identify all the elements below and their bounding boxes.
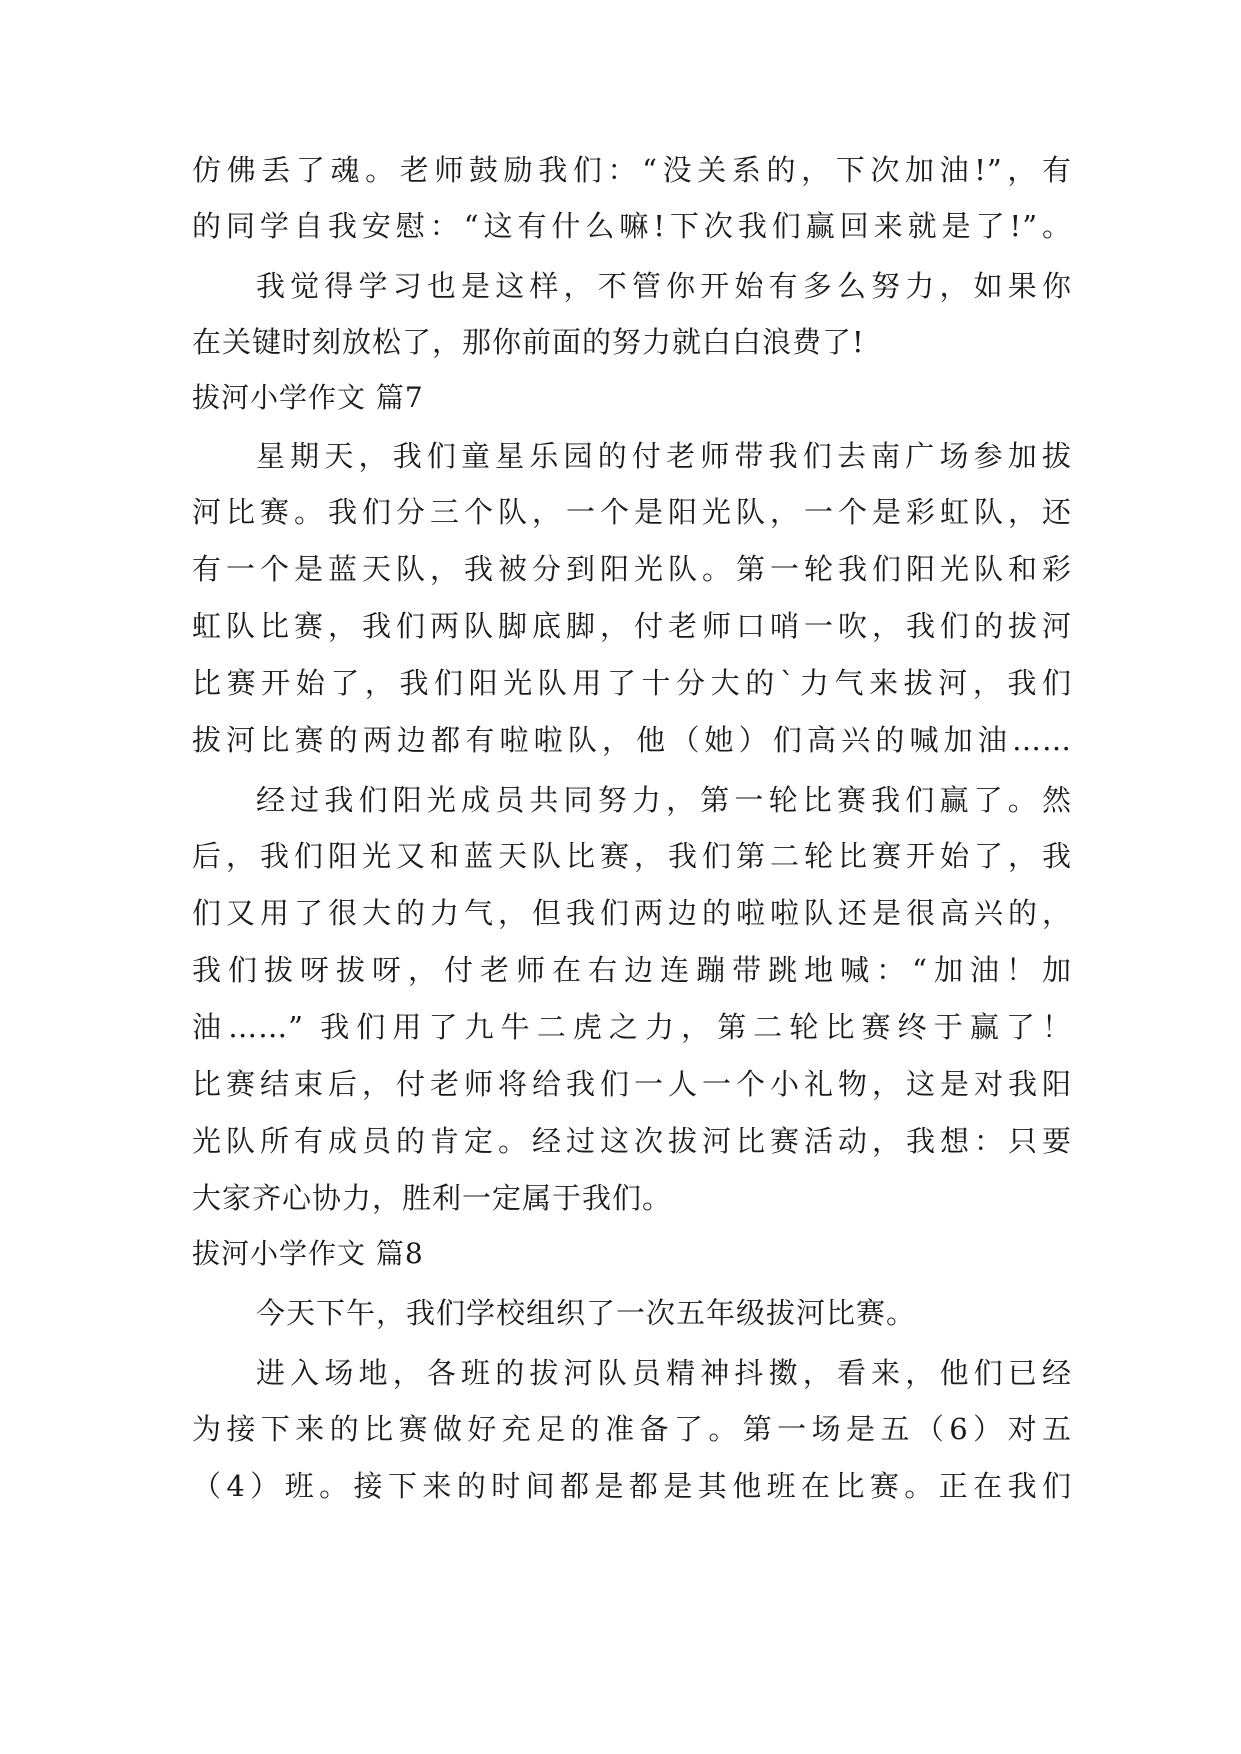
text-line: 在关键时刻放松了，那你前面的努力就白白浪费了! xyxy=(192,325,865,359)
text-line: 河比赛。我们分三个队，一个是阳光队，一个是彩虹队，还 xyxy=(192,495,1072,529)
text-line: 拔河比赛的两边都有啦啦队，他（她）们高兴的喊加油…… xyxy=(192,723,1072,757)
section-heading: 拔河小学作文 篇7 xyxy=(192,381,424,414)
text-line: 我们拔呀拔呀，付老师在右边连蹦带跳地喊：“加油！加 xyxy=(192,953,1072,987)
text-line: （4）班。接下来的时间都是都是其他班在比赛。正在我们 xyxy=(192,1469,1072,1503)
text-line: 仿佛丢了魂。老师鼓励我们：“没关系的，下次加油!”，有 xyxy=(192,153,1072,187)
text-line: 虹队比赛，我们两队脚底脚，付老师口哨一吹，我们的拔河 xyxy=(192,609,1072,643)
text-line: 的同学自我安慰：“这有什么嘛!下次我们赢回来就是了!”。 xyxy=(192,209,1072,243)
text-line: 为接下来的比赛做好充足的准备了。第一场是五（6）对五 xyxy=(192,1412,1072,1446)
text-line: 后，我们阳光又和蓝天队比赛，我们第二轮比赛开始了，我 xyxy=(192,839,1072,873)
text-line: 比赛结束后，付老师将给我们一人一个小礼物，这是对我阳 xyxy=(192,1067,1072,1101)
section-heading: 拔河小学作文 篇8 xyxy=(192,1237,424,1270)
text-line: 油……” 我们用了九牛二虎之力，第二轮比赛终于赢了！ xyxy=(192,1010,1072,1044)
text-line: 星期天，我们童星乐园的付老师带我们去南广场参加拔 xyxy=(256,439,1072,473)
text-line: 进入场地，各班的拔河队员精神抖擞，看来，他们已经 xyxy=(256,1356,1072,1390)
text-line: 经过我们阳光成员共同努力，第一轮比赛我们赢了。然 xyxy=(256,783,1072,817)
text-line: 光队所有成员的肯定。经过这次拔河比赛活动，我想：只要 xyxy=(192,1124,1072,1158)
text-line: 我觉得学习也是这样，不管你开始有多么努力，如果你 xyxy=(256,269,1072,303)
text-line: 们又用了很大的力气，但我们两边的啦啦队还是很高兴的， xyxy=(192,896,1072,930)
text-line: 今天下午，我们学校组织了一次五年级拔河比赛。 xyxy=(256,1296,917,1330)
text-line: 有一个是蓝天队，我被分到阳光队。第一轮我们阳光队和彩 xyxy=(192,552,1072,586)
text-line: 比赛开始了，我们阳光队用了十分大的`力气来拔河，我们 xyxy=(192,666,1072,700)
text-line: 大家齐心协力，胜利一定属于我们。 xyxy=(192,1181,673,1215)
